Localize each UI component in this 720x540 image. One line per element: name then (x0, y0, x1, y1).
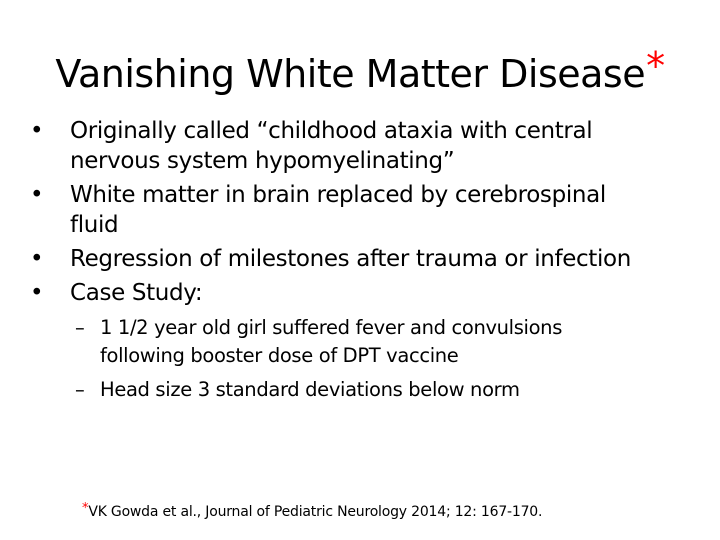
citation-footnote (82, 499, 542, 522)
bullet-line: Regression of milestones after trauma or infection (70, 246, 631, 272)
sub-bullet-item (30, 376, 700, 404)
bullet-item (30, 244, 700, 274)
bullet-item (30, 278, 700, 308)
sub-bullet-list (30, 314, 700, 404)
bullet-item (30, 180, 700, 240)
sub-bullet-marker: – (75, 316, 85, 339)
bullet-line: nervous system hypomyelinating” (70, 148, 455, 174)
bullet-item (30, 116, 700, 176)
sub-bullet-marker: – (75, 378, 85, 401)
slide-body (30, 116, 700, 410)
sub-bullet-item (30, 314, 700, 370)
title-footnote-marker: * (646, 44, 665, 88)
title-text: Vanishing White Matter Disease (55, 52, 646, 96)
bullet-line: Case Study: (70, 280, 203, 306)
sub-bullet-line: 1 1/2 year old girl suffered fever and convulsions (100, 316, 563, 339)
bullet-marker: • (30, 118, 44, 144)
sub-bullet-line: Head size 3 standard deviations below norm (100, 378, 520, 401)
bullet-line: fluid (70, 212, 119, 238)
bullet-line: White matter in brain replaced by cerebrospinal (70, 182, 606, 208)
bullet-marker: • (30, 182, 44, 208)
citation-marker: * (82, 501, 89, 516)
bullet-marker: • (30, 246, 44, 272)
bullet-line: Originally called “childhood ataxia with central (70, 118, 593, 144)
sub-bullet-line: following booster dose of DPT vaccine (100, 344, 459, 367)
bullet-marker: • (30, 280, 44, 306)
citation-text: VK Gowda et al., Journal of Pediatric Neurology 2014; 12: 167-170. (88, 504, 543, 520)
slide-title (0, 42, 720, 98)
